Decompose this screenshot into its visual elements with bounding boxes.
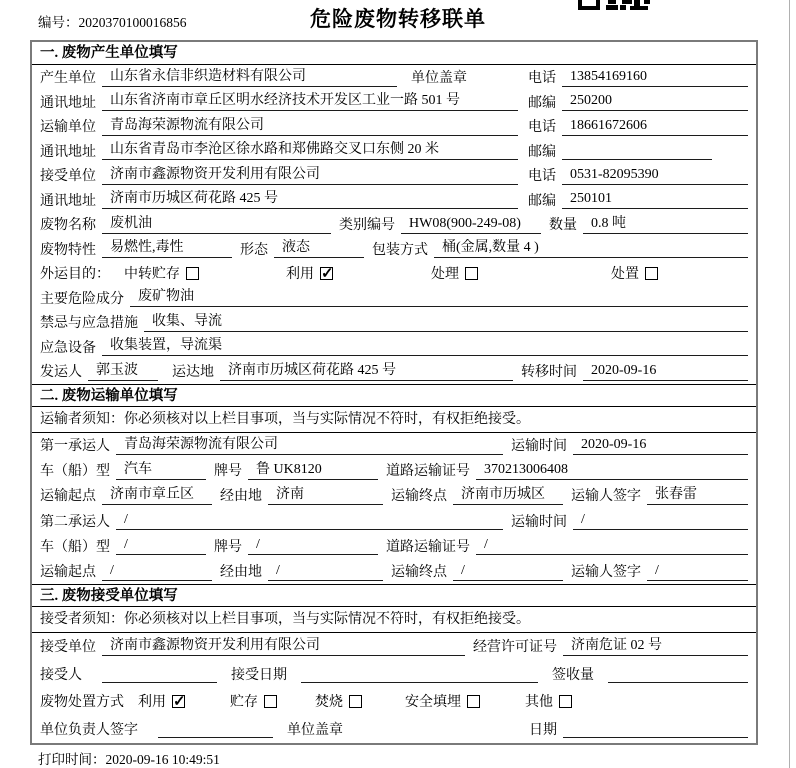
row-equipment (32, 335, 756, 360)
transfer-time-label: 转移时间 (521, 365, 577, 381)
row-accept-person (32, 660, 756, 688)
plate-number-2: / (248, 536, 378, 555)
waste-pack: 桶(金属,数量 4 ) (434, 239, 748, 258)
shipper-label: 发运人 (40, 365, 82, 381)
receiver-zip: 250101 (562, 190, 748, 209)
row-producer (32, 65, 756, 90)
unit-seal-label: 单位盖章 (411, 71, 467, 87)
route-start: 济南市章丘区 (102, 486, 212, 505)
disposal-option-label: 贮存 (230, 695, 258, 711)
first-carrier-name: 青岛海荣源物流有限公司 (116, 436, 503, 455)
vehicle-type-label: 车（船）型 (40, 464, 110, 480)
route-end-2: / (453, 562, 563, 581)
row-transporter (32, 114, 756, 139)
road-permit-label: 道路运输证号 (386, 539, 470, 555)
date-label: 日期 (529, 722, 557, 738)
waste-traits: 易燃性,毒性 (102, 239, 232, 258)
hazard-value: 废矿物油 (130, 288, 748, 307)
transfer-time: 2020-09-16 (583, 362, 748, 381)
checkbox-other (559, 695, 572, 708)
route-via-label: 经由地 (220, 565, 262, 581)
responsible-sign-label: 单位负责人签字 (40, 722, 138, 738)
disposal-option-label: 利用 (138, 695, 166, 711)
waste-form: 液态 (274, 239, 364, 258)
zip-label: 邮编 (528, 95, 556, 111)
route-start-label: 运输起点 (40, 489, 96, 505)
accept-unit-name: 济南市鑫源物资开发利用有限公司 (102, 637, 465, 656)
purpose-option-label: 中转贮存 (124, 267, 180, 283)
vehicle-type-label: 车（船）型 (40, 539, 110, 555)
serial-value: 2020370100016856 (78, 15, 187, 30)
transport-time-2: / (573, 511, 748, 530)
transport-time-label: 运输时间 (511, 439, 567, 455)
waste-code: HW08(900-249-08) (401, 215, 541, 234)
row-second-carrier (32, 508, 756, 533)
row-receiver-address (32, 188, 756, 213)
accept-person-name (102, 664, 217, 683)
road-permit-label: 道路运输证号 (386, 464, 470, 480)
equipment-value: 收集装置，导流渠 (102, 337, 748, 356)
row-responsible-sign (32, 715, 756, 743)
checkbox-storage (186, 267, 199, 280)
checkbox-incinerate (349, 695, 362, 708)
row-waste-traits (32, 237, 756, 262)
route-end: 济南市历城区 (453, 486, 563, 505)
row-taboo (32, 310, 756, 335)
receipt-qty (608, 664, 748, 683)
disposal-option-label: 安全填埋 (405, 695, 461, 711)
producer-zip: 250200 (562, 92, 748, 111)
checkbox-utilize (320, 267, 333, 280)
disposal-option-label: 焚烧 (315, 695, 343, 711)
producer-phone: 13854169160 (562, 68, 748, 87)
row-vehicle-2 (32, 533, 756, 558)
section3-note: 接受者须知：你必须核对以上栏目事项，当与实际情况不符时，有权拒绝接受。 (32, 607, 756, 633)
row-vehicle-1 (32, 458, 756, 483)
producer-address: 山东省济南市章丘区明水经济技术开发区工业一路 501 号 (102, 92, 518, 111)
accept-unit-label: 接受单位 (40, 640, 96, 656)
phone-label: 电话 (528, 71, 556, 87)
first-carrier-label: 第一承运人 (40, 439, 110, 455)
row-shipper (32, 359, 756, 384)
second-carrier-label: 第二承运人 (40, 514, 110, 530)
row-route-1 (32, 483, 756, 508)
second-carrier-name: / (116, 511, 503, 530)
purpose-option-label: 利用 (286, 267, 314, 283)
waste-name-label: 废物名称 (40, 218, 96, 234)
transport-time-label: 运输时间 (511, 514, 567, 530)
route-start-label: 运输起点 (40, 565, 96, 581)
qr-code-icon (578, 0, 650, 12)
plate-label: 牌号 (214, 539, 242, 555)
carrier-signature: 张春雷 (647, 486, 748, 505)
zip-label: 邮编 (528, 193, 556, 209)
license-label: 经营许可证号 (473, 640, 557, 656)
row-transporter-address (32, 139, 756, 164)
disposal-label: 废物处置方式 (40, 695, 124, 711)
row-disposal-method (32, 688, 756, 716)
purpose-option-label: 处置 (611, 267, 639, 283)
accept-date (301, 664, 538, 683)
equipment-label: 应急设备 (40, 340, 96, 356)
taboo-label: 禁忌与应急措施 (40, 316, 138, 332)
destination-value: 济南市历城区荷花路 425 号 (220, 362, 513, 381)
producer-label: 产生单位 (40, 71, 96, 87)
row-hazard (32, 286, 756, 311)
checkbox-dispose (645, 267, 658, 280)
page-title: 危险废物转移联单 (310, 7, 486, 31)
row-producer-address (32, 90, 756, 115)
checkbox-treat (465, 267, 478, 280)
transporter-label: 运输单位 (40, 120, 96, 136)
address-label: 通讯地址 (40, 144, 96, 160)
responsible-signature (158, 719, 273, 738)
section2-title: 二. 废物运输单位填写 (32, 384, 756, 407)
phone-label: 电话 (528, 120, 556, 136)
taboo-value: 收集、导流 (144, 313, 748, 332)
receipt-qty-label: 签收量 (552, 667, 594, 683)
checkbox-landfill (467, 695, 480, 708)
purpose-label: 外运目的： (40, 267, 110, 283)
receiver-value: 济南市鑫源物资开发利用有限公司 (102, 166, 518, 185)
row-accept-unit (32, 633, 756, 661)
print-time-value: 2020-09-16 10:49:51 (105, 752, 220, 767)
destination-label: 运达地 (172, 365, 214, 381)
page-edge-line (789, 0, 790, 768)
address-label: 通讯地址 (40, 193, 96, 209)
checkbox-utilize (172, 695, 185, 708)
section1-title: 一. 废物产生单位填写 (32, 42, 756, 65)
unit-seal-label: 单位盖章 (287, 722, 343, 738)
vehicle-type: 汽车 (116, 461, 206, 480)
quantity-label: 数量 (549, 218, 577, 234)
section3-title: 三. 废物接受单位填写 (32, 584, 756, 607)
route-via: 济南 (268, 486, 383, 505)
carrier-sign-label: 运输人签字 (571, 565, 641, 581)
carrier-signature-2: / (647, 562, 748, 581)
transporter-value: 青岛海荣源物流有限公司 (102, 117, 518, 136)
transporter-address: 山东省青岛市李沧区徐水路和郑佛路交叉口东侧 20 米 (102, 141, 518, 160)
transporter-zip (562, 141, 712, 160)
route-end-label: 运输终点 (391, 489, 447, 505)
receiver-phone: 0531-82095390 (562, 166, 748, 185)
accept-person-label: 接受人 (40, 667, 82, 683)
plate-label: 牌号 (214, 464, 242, 480)
traits-label: 废物特性 (40, 242, 96, 258)
plate-number: 鲁 UK8120 (248, 461, 378, 480)
transport-time: 2020-09-16 (573, 436, 748, 455)
row-waste-name (32, 212, 756, 237)
route-via-2: / (268, 562, 383, 581)
waste-name: 废机油 (102, 215, 331, 234)
pack-label: 包装方式 (372, 242, 428, 258)
print-time (38, 748, 220, 768)
address-label: 通讯地址 (40, 95, 96, 111)
form-label: 形态 (240, 242, 268, 258)
carrier-sign-label: 运输人签字 (571, 489, 641, 505)
route-via-label: 经由地 (220, 489, 262, 505)
row-first-carrier (32, 433, 756, 458)
checkbox-store (264, 695, 277, 708)
receiver-address: 济南市历城区荷花路 425 号 (102, 190, 518, 209)
accept-date-label: 接受日期 (231, 667, 287, 683)
disposal-option-label: 其他 (525, 695, 553, 711)
waste-quantity: 0.8 吨 (583, 215, 748, 234)
receiver-label: 接受单位 (40, 169, 96, 185)
sign-date (563, 719, 748, 738)
producer-value: 山东省永信非织造材料有限公司 (102, 68, 397, 87)
print-time-label: 打印时间： (38, 752, 106, 767)
row-transfer-purpose (32, 261, 756, 286)
phone-label: 电话 (528, 169, 556, 185)
zip-label: 邮编 (528, 144, 556, 160)
serial-label: 编号： (38, 15, 79, 30)
road-permit-number-2: / (476, 536, 748, 555)
road-permit-number: 370213006408 (476, 461, 748, 480)
vehicle-type-2: / (116, 536, 206, 555)
row-receiver (32, 163, 756, 188)
route-start-2: / (102, 562, 212, 581)
purpose-option-label: 处理 (431, 267, 459, 283)
manifest-form (30, 40, 758, 745)
shipper-name: 郭玉波 (88, 362, 158, 381)
row-route-2 (32, 558, 756, 583)
route-end-label: 运输终点 (391, 565, 447, 581)
license-number: 济南危证 02 号 (563, 637, 748, 656)
hazard-label: 主要危险成分 (40, 291, 124, 307)
section2-note: 运输者须知：你必须核对以上栏目事项，当与实际情况不符时，有权拒绝接受。 (32, 407, 756, 433)
transporter-phone: 18661672606 (562, 117, 748, 136)
waste-code-label: 类别编号 (339, 218, 395, 234)
